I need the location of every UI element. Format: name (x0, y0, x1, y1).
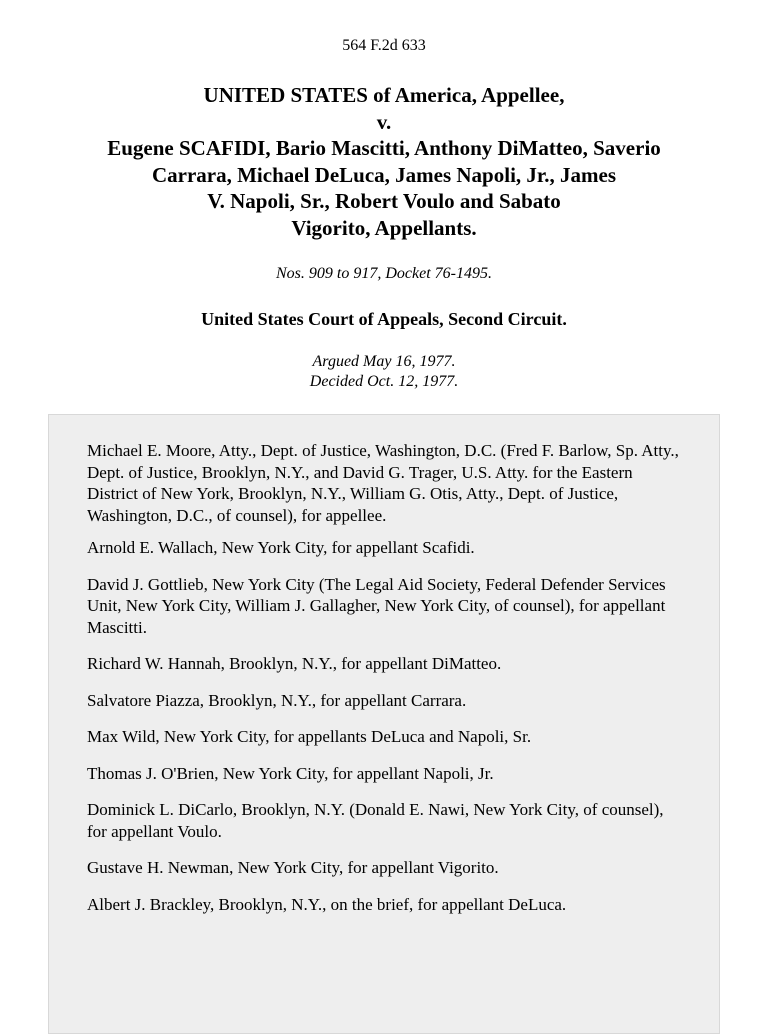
counsel-entry: Salvatore Piazza, Brooklyn, N.Y., for appellant Carrara. (87, 690, 467, 710)
case-citation: 564 F.2d 633 (342, 37, 426, 54)
court-name: United States Court of Appeals, Second Circuit. (201, 309, 567, 329)
caption-line: Eugene SCAFIDI, Bario Mascitti, Anthony DiMatteo, Saverio (107, 136, 661, 160)
case-dates (0, 352, 768, 392)
caption-line: v. (376, 109, 392, 134)
counsel-entry: Michael E. Moore, Atty., Dept. of Justice, Washington, D.C. (Fred F. Barlow, Sp. Atty., Dept. of Justice, Brooklyn, N.Y., and David G. Trager, U.S. Atty. for the Eastern District of New York, Brooklyn, N.Y., William G. Otis, Atty., Dept. of Justice, Washington, D.C., of counsel), for appellee. (87, 441, 679, 525)
counsel-entry: Thomas J. O'Brien, New York City, for appellant Napoli, Jr. (87, 763, 494, 783)
caption-line: UNITED STATES of America, Appellee, (203, 83, 565, 107)
caption-line: Carrara, Michael DeLuca, James Napoli, Jr., James (151, 162, 617, 187)
argued-date: Argued May 16, 1977. (312, 353, 456, 370)
case-caption (40, 82, 728, 241)
counsel-list (87, 440, 687, 930)
counsel-entry: Arnold E. Wallach, New York City, for appellant Scafidi. (87, 538, 475, 557)
docket-number: Nos. 909 to 917, Docket 76-1495. (276, 265, 492, 282)
counsel-entry: David J. Gottlieb, New York City (The Legal Aid Society, Federal Defender Services Unit, New York City, William J. Gallagher, New York City, of counsel), for appellant Mascitti. (87, 574, 666, 637)
counsel-entry: Richard W. Hannah, Brooklyn, N.Y., for appellant DiMatteo. (87, 654, 502, 673)
caption-line: V. Napoli, Sr., Robert Voulo and Sabato (207, 189, 561, 213)
caption-line: Vigorito, Appellants. (291, 215, 477, 240)
counsel-entry: Max Wild, New York City, for appellants DeLuca and Napoli, Sr. (87, 727, 532, 746)
decided-date: Decided Oct. 12, 1977. (309, 373, 459, 390)
counsel-entry: Albert J. Brackley, Brooklyn, N.Y., on the brief, for appellant DeLuca. (87, 894, 567, 914)
counsel-entry: Gustave H. Newman, New York City, for appellant Vigorito. (87, 858, 499, 877)
counsel-entry: Dominick L. DiCarlo, Brooklyn, N.Y. (Donald E. Nawi, New York City, of counsel), for appellant Voulo. (87, 800, 664, 841)
